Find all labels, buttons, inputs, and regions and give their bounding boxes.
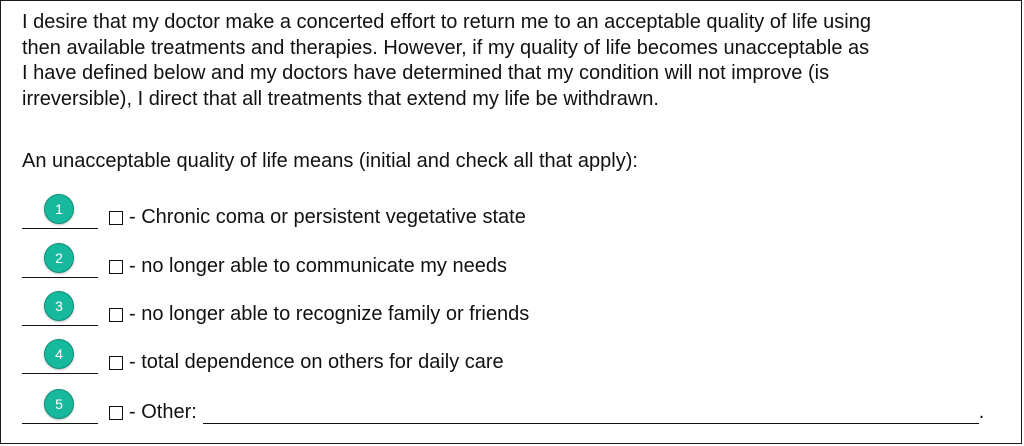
checkbox-other[interactable] xyxy=(109,406,123,420)
step-marker-3: 3 xyxy=(44,291,74,321)
option-row-other xyxy=(22,396,984,424)
other-text-field[interactable] xyxy=(203,401,979,424)
option-row-communicate xyxy=(22,250,507,278)
paragraph-line: I have defined below and my doctors have determined that my condition will not improve (is xyxy=(22,62,830,84)
directive-paragraph xyxy=(22,10,1012,112)
option-row-dependence xyxy=(22,346,504,374)
step-marker-4: 4 xyxy=(44,339,74,369)
step-marker-2: 2 xyxy=(44,243,74,273)
step-marker-1: 1 xyxy=(44,194,74,224)
paragraph-line: then available treatments and therapies. However, if my quality of life becomes unacceptable as xyxy=(22,36,870,59)
initial-blank[interactable] xyxy=(22,201,98,229)
initial-blank[interactable] xyxy=(22,396,98,424)
checkbox-recognize[interactable] xyxy=(109,308,123,322)
step-marker-5: 5 xyxy=(44,389,74,419)
initial-blank[interactable] xyxy=(22,250,98,278)
initial-blank[interactable] xyxy=(22,346,98,374)
option-label: - total dependence on others for daily care xyxy=(129,351,504,373)
paragraph-line: irreversible), I direct that all treatments that extend my life be withdrawn. xyxy=(22,87,659,110)
checkbox-chronic-coma[interactable] xyxy=(109,211,123,225)
option-label: - Other: xyxy=(129,401,197,423)
instructions-text: An unacceptable quality of life means (initial and check all that apply): xyxy=(22,150,638,172)
option-label: - no longer able to communicate my needs xyxy=(129,255,507,277)
checkbox-dependence[interactable] xyxy=(109,356,123,370)
option-label: - Chronic coma or persistent vegetative state xyxy=(129,206,526,228)
option-label: - no longer able to recognize family or friends xyxy=(129,303,530,325)
initial-blank[interactable] xyxy=(22,298,98,326)
paragraph-line: I desire that my doctor make a concerted effort to return me to an acceptable quality of life using xyxy=(22,11,871,33)
option-row-recognize xyxy=(22,298,529,326)
option-row-chronic-coma xyxy=(22,201,526,229)
checkbox-communicate[interactable] xyxy=(109,260,123,274)
line-end-period: . xyxy=(978,401,985,423)
